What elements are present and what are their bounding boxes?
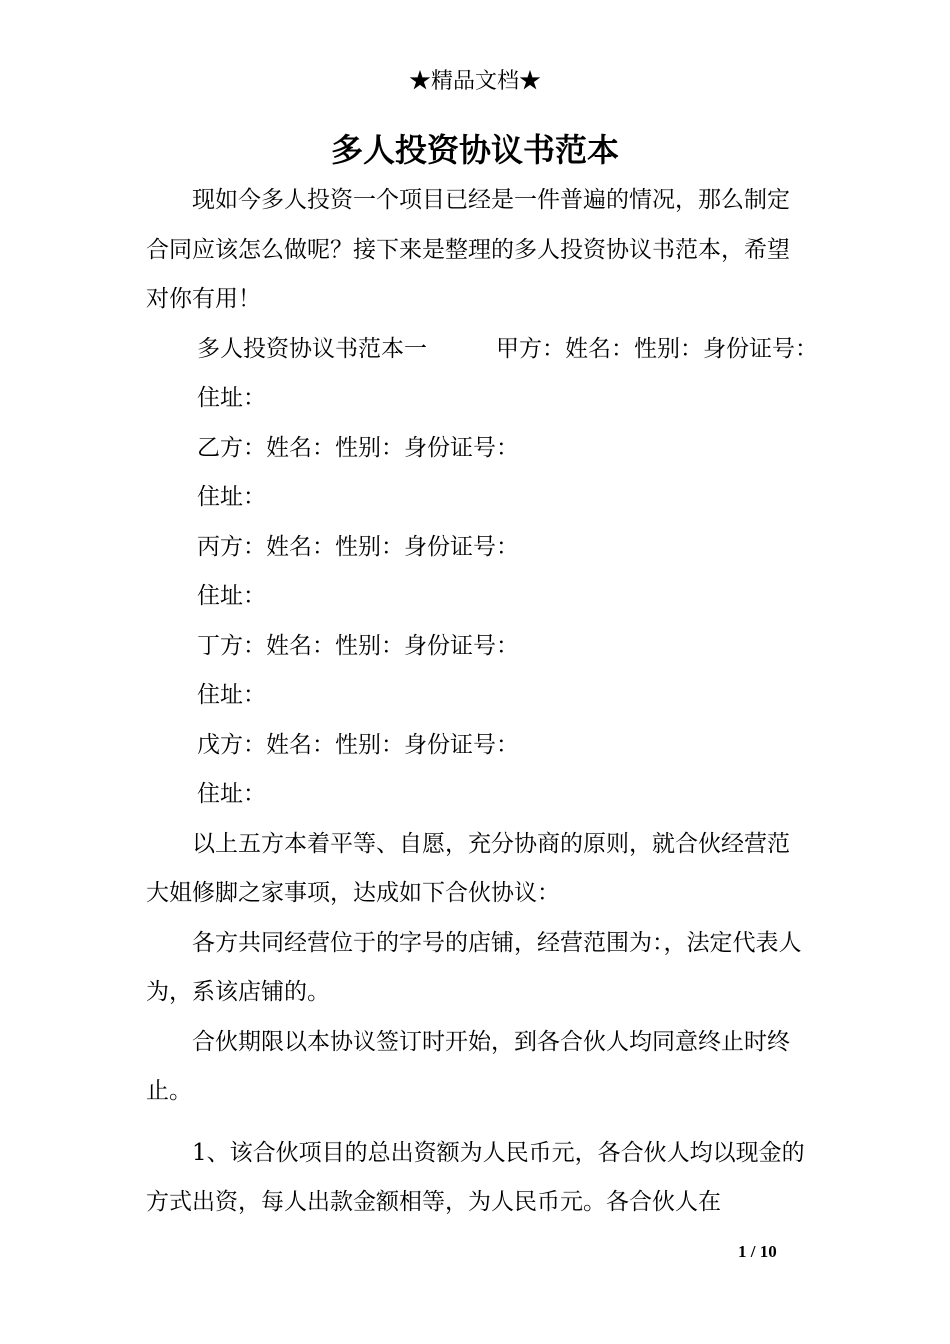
body-paragraph: 以上五方本着平等、自愿，充分协商的原则，就合伙经营范大姐修脚之家事项，达成如下合伙协议： — [146, 830, 790, 906]
party-line: 住址： — [197, 583, 266, 609]
page-number: 1 / 10 — [738, 1242, 777, 1261]
party-line: 丙方：姓名：性别：身份证号： — [197, 533, 519, 560]
party-line: 戊方：姓名：性别：身份证号： — [197, 731, 519, 758]
document-title: 多人投资协议书范本 — [330, 131, 619, 169]
party-line: 乙方：姓名：性别：身份证号： — [197, 434, 519, 461]
party-line: 住址： — [197, 781, 266, 807]
intro-paragraph: 现如今多人投资一个项目已经是一件普遍的情况，那么制定合同应该怎么做呢？接下来是整理的多人投资协议书范本，希望对你有用！ — [146, 187, 790, 312]
section-heading: 多人投资协议书范本一 甲方：姓名：性别：身份证号： — [197, 335, 818, 362]
party-line: 住址： — [197, 484, 266, 510]
body-paragraph: 合伙期限以本协议签订时开始，到各合伙人均同意终止时终止。 — [146, 1028, 790, 1104]
body-paragraph: 1、该合伙项目的总出资额为人民币元，各合伙人均以现金的方式出资，每人出款金额相等，为人民币元。各合伙人在 — [146, 1139, 805, 1215]
party-line: 住址： — [197, 385, 266, 411]
body-paragraph: 各方共同经营位于的字号的店铺，经营范围为：，法定代表人为，系该店铺的。 — [146, 929, 802, 1005]
document-body — [146, 176, 818, 1228]
party-line: 丁方：姓名：性别：身份证号： — [197, 632, 519, 659]
party-line: 住址： — [197, 682, 266, 708]
document-header-mark: ★精品文档★ — [408, 69, 541, 94]
